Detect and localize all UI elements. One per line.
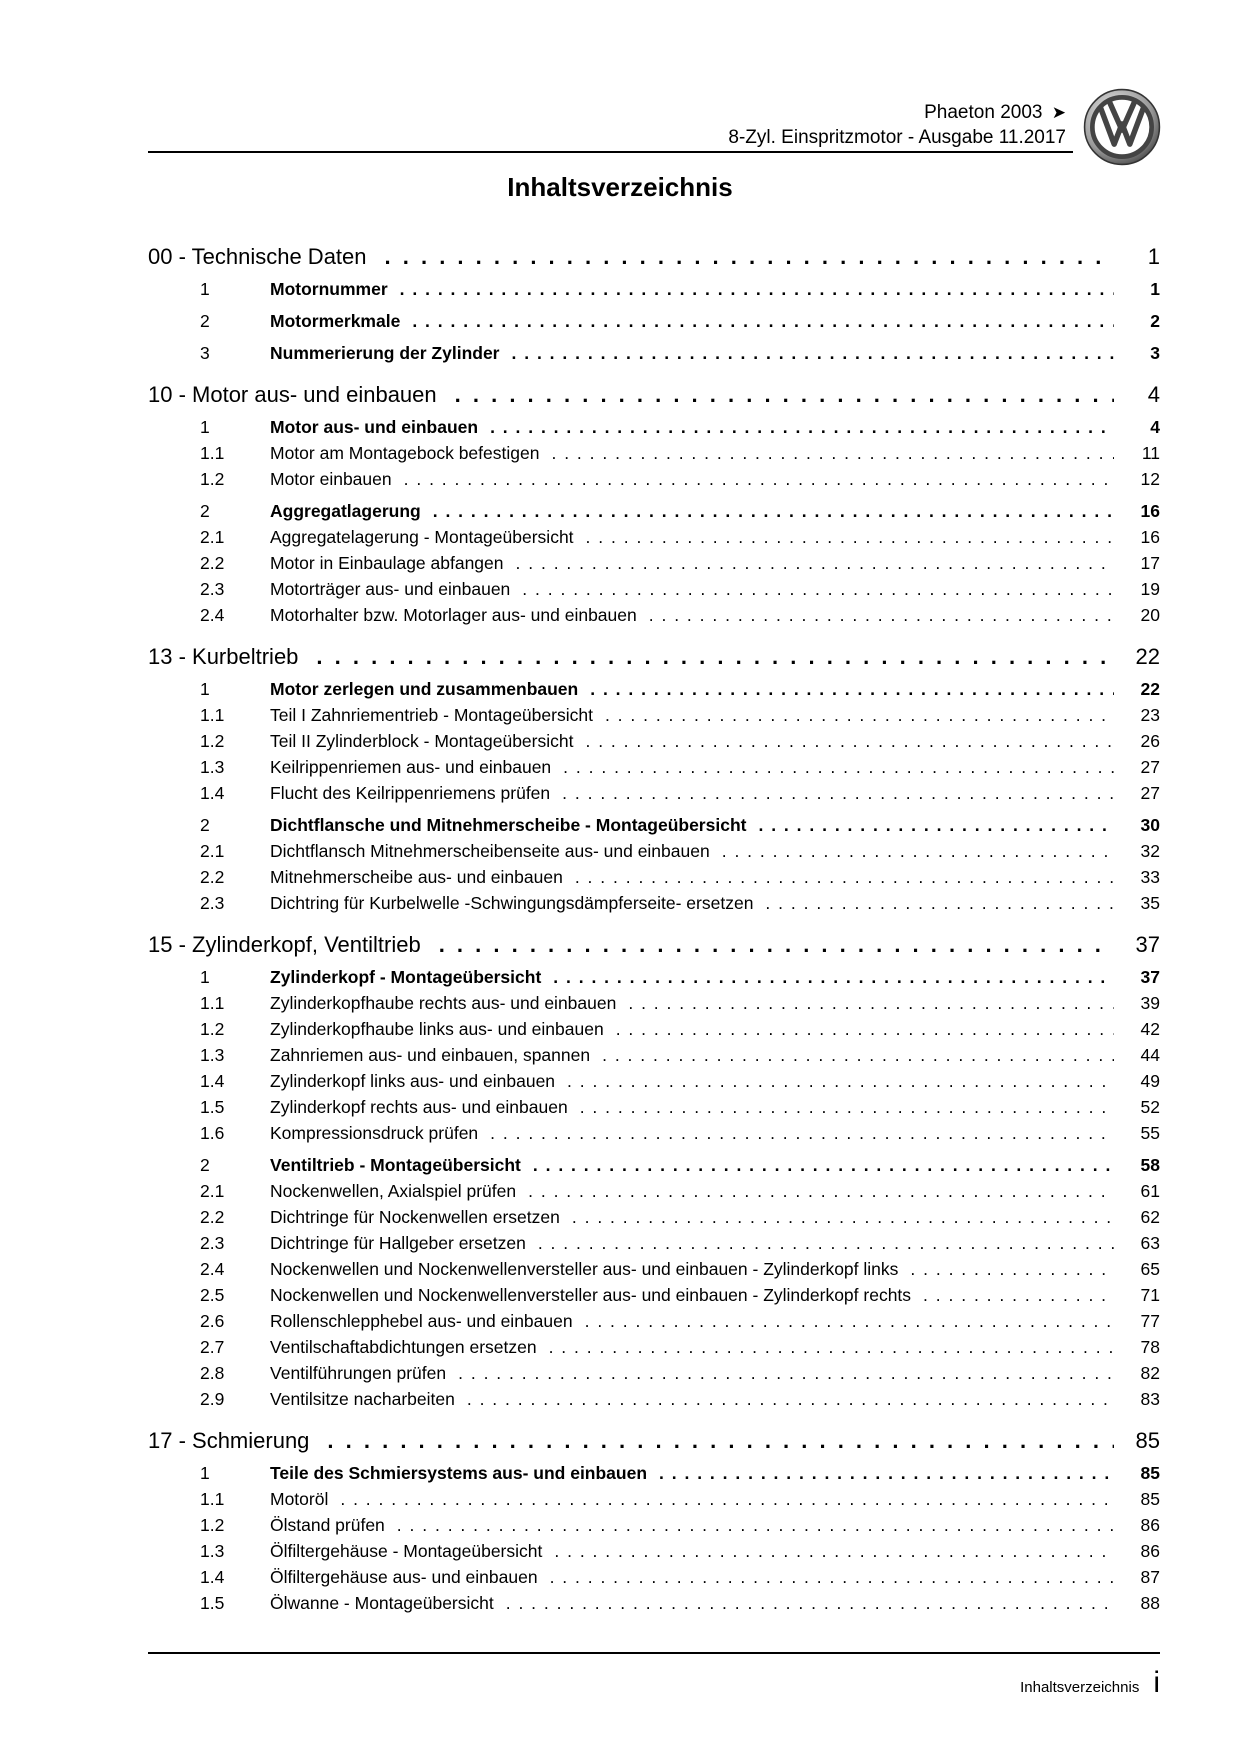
toc-entry-title: Nockenwellen und Nockenwellenversteller aus- und einbauen - Zylinderkopf rechts	[270, 1284, 912, 1305]
toc-leader	[467, 1389, 1114, 1410]
toc-page-number: 49	[1140, 1070, 1160, 1091]
toc-page-number: 12	[1140, 468, 1160, 489]
toc-leader	[506, 1593, 1114, 1614]
toc-entry-number: 1.4	[200, 782, 225, 803]
toc-leader	[722, 841, 1114, 862]
toc-entry-title: Aggregatelagerung - Montageübersicht	[270, 526, 574, 547]
toc-leader	[439, 932, 1114, 958]
toc-entry-title: Motorträger aus- und einbauen	[270, 578, 511, 599]
toc-entry-title: Dichtringe für Hallgeber ersetzen	[270, 1232, 526, 1253]
toc-entry-title: Dichtring für Kurbelwelle -Schwingungsdämpferseite- ersetzen	[270, 892, 754, 913]
toc-section-row[interactable]	[148, 812, 1160, 838]
toc-entry-number: 2.3	[200, 1232, 225, 1253]
toc-page-number: 83	[1140, 1388, 1160, 1409]
toc-entry-title: Motorhalter bzw. Motorlager aus- und einbauen	[270, 604, 637, 625]
toc-leader	[628, 993, 1114, 1014]
toc-section-row[interactable]	[148, 676, 1160, 702]
toc-subsection-row[interactable]	[148, 780, 1160, 806]
toc-entry-number: 2.9	[200, 1388, 225, 1409]
toc-entry-title: Zylinderkopf - Montageübersicht	[270, 966, 542, 987]
toc-subsection-row[interactable]	[148, 1512, 1160, 1538]
toc-page-number: 62	[1140, 1206, 1160, 1227]
toc-entry-title: Kompressionsdruck prüfen	[270, 1122, 479, 1143]
toc-leader	[533, 1155, 1114, 1176]
toc-entry-title: Motor aus- und einbauen	[270, 416, 479, 437]
toc-section-row[interactable]	[148, 1460, 1160, 1486]
toc-page-number: 88	[1140, 1592, 1160, 1613]
toc-subsection-row[interactable]	[148, 1016, 1160, 1042]
toc-entry-number: 2	[200, 310, 210, 331]
toc-leader	[400, 279, 1114, 300]
toc-entry-title: Ventilschaftabdichtungen ersetzen	[270, 1336, 537, 1357]
toc-leader	[340, 1489, 1114, 1510]
toc-subsection-row[interactable]	[148, 550, 1160, 576]
toc-page-number: 27	[1140, 756, 1160, 777]
toc-subsection-row[interactable]	[148, 1360, 1160, 1386]
toc-page-number: 16	[1140, 500, 1160, 521]
toc-page-number: 1	[1150, 278, 1160, 299]
toc-leader	[590, 679, 1114, 700]
toc-leader	[327, 1428, 1114, 1454]
toc-chapter-title: 13 - Kurbeltrieb	[148, 644, 299, 669]
toc-leader	[516, 553, 1114, 574]
toc-page-number: 65	[1140, 1258, 1160, 1279]
arrow-right-icon: ➤	[1051, 103, 1066, 122]
toc-entry-number: 1.1	[200, 442, 225, 463]
toc-leader	[404, 469, 1114, 490]
toc-entry-title: Flucht des Keilrippenriemens prüfen	[270, 782, 551, 803]
toc-page-number: 32	[1140, 840, 1160, 861]
toc-leader	[433, 501, 1114, 522]
toc-entry-number: 1	[200, 678, 210, 699]
toc-entry-title: Aggregatlagerung	[270, 500, 421, 521]
toc-page-number: 19	[1140, 578, 1160, 599]
toc-leader	[605, 705, 1114, 726]
page-title: Inhaltsverzeichnis	[507, 172, 733, 202]
toc-chapter-row[interactable]	[148, 376, 1160, 414]
toc-leader	[580, 1097, 1114, 1118]
toc-page-number: 61	[1140, 1180, 1160, 1201]
toc-entry-title: Nockenwellen und Nockenwellenversteller aus- und einbauen - Zylinderkopf links	[270, 1258, 899, 1279]
header-subtitle: 8-Zyl. Einspritzmotor - Ausgabe 11.2017	[728, 127, 1066, 148]
toc-entry-number: 3	[200, 342, 210, 363]
toc-page-number: 78	[1140, 1336, 1160, 1357]
toc-section-row[interactable]	[148, 308, 1160, 334]
toc-leader	[397, 1515, 1114, 1536]
toc-entry-number: 1.6	[200, 1122, 225, 1143]
toc-page-number: 37	[1135, 932, 1160, 957]
toc-subsection-row[interactable]	[148, 1256, 1160, 1282]
table-of-contents	[148, 238, 1160, 1626]
toc-leader	[455, 382, 1114, 408]
toc-section-row[interactable]	[148, 498, 1160, 524]
toc-page-number: 71	[1140, 1284, 1160, 1305]
toc-page-number: 27	[1140, 782, 1160, 803]
toc-chapter-row[interactable]	[148, 926, 1160, 964]
toc-subsection-row[interactable]	[148, 990, 1160, 1016]
toc-page-number: 85	[1140, 1462, 1160, 1483]
toc-page-number: 23	[1140, 704, 1160, 725]
toc-entry-number: 2	[200, 814, 210, 835]
toc-leader	[765, 893, 1114, 914]
toc-subsection-row[interactable]	[148, 1538, 1160, 1564]
toc-page-number: 2	[1150, 310, 1160, 331]
toc-subsection-row[interactable]	[148, 1486, 1160, 1512]
toc-entry-title: Nummerierung der Zylinder	[270, 342, 500, 363]
toc-section-row[interactable]	[148, 340, 1160, 366]
toc-entry-number: 2.2	[200, 552, 225, 573]
toc-entry-number: 2	[200, 500, 210, 521]
toc-leader	[522, 579, 1114, 600]
toc-leader	[316, 644, 1114, 670]
toc-leader	[602, 1045, 1114, 1066]
footer-page-number: i	[1153, 1666, 1160, 1699]
toc-entry-number: 2.2	[200, 1206, 225, 1227]
toc-leader	[412, 311, 1114, 332]
toc-entry-number: 1.2	[200, 1018, 225, 1039]
toc-subsection-row[interactable]	[148, 524, 1160, 550]
toc-entry-number: 1.5	[200, 1592, 225, 1613]
toc-entry-title: Teile des Schmiersystems aus- und einbauen	[270, 1462, 648, 1483]
toc-page-number: 55	[1140, 1122, 1160, 1143]
toc-entry-number: 1.2	[200, 468, 225, 489]
toc-entry-number: 1.2	[200, 730, 225, 751]
toc-leader	[616, 1019, 1114, 1040]
toc-page-number: 63	[1140, 1232, 1160, 1253]
toc-entry-number: 1.3	[200, 756, 225, 777]
toc-entry-title: Motor zerlegen und zusammenbauen	[270, 678, 579, 699]
toc-leader	[553, 967, 1114, 988]
toc-entry-number: 1.4	[200, 1070, 225, 1091]
toc-page-number: 16	[1140, 526, 1160, 547]
toc-page-number: 85	[1140, 1488, 1160, 1509]
toc-page-number: 87	[1140, 1566, 1160, 1587]
toc-entry-number: 2	[200, 1154, 210, 1175]
toc-chapter-title: 00 - Technische Daten	[148, 244, 367, 269]
toc-entry-title: Ventilführungen prüfen	[270, 1362, 447, 1383]
toc-chapter	[148, 638, 1160, 916]
toc-entry-number: 2.5	[200, 1284, 225, 1305]
toc-page-number: 30	[1140, 814, 1160, 835]
toc-page-number: 22	[1135, 644, 1160, 669]
toc-page-number: 22	[1140, 678, 1160, 699]
toc-entry-number: 1	[200, 278, 210, 299]
toc-subsection-row[interactable]	[148, 754, 1160, 780]
toc-entry-title: Ölstand prüfen	[270, 1514, 385, 1535]
toc-leader	[586, 527, 1114, 548]
toc-subsection-row[interactable]	[148, 1068, 1160, 1094]
toc-entry-title: Teil I Zahnriementrieb - Montageübersicht	[270, 704, 593, 725]
toc-entry-title: Motoröl	[270, 1488, 329, 1509]
toc-leader	[512, 343, 1115, 364]
toc-subsection-row[interactable]	[148, 466, 1160, 492]
toc-section-row[interactable]	[148, 414, 1160, 440]
toc-subsection-row[interactable]	[148, 1564, 1160, 1590]
vw-logo-icon	[1083, 88, 1161, 166]
toc-page-number: 3	[1150, 342, 1160, 363]
toc-leader	[562, 783, 1114, 804]
toc-entry-number: 1	[200, 966, 210, 987]
toc-leader	[554, 1541, 1114, 1562]
toc-chapter-title: 15 - Zylinderkopf, Ventiltrieb	[148, 932, 421, 957]
toc-page-number: 52	[1140, 1096, 1160, 1117]
toc-page-number: 11	[1141, 442, 1160, 463]
toc-leader	[758, 815, 1114, 836]
toc-entry-title: Mitnehmerscheibe aus- und einbauen	[270, 866, 563, 887]
toc-subsection-row[interactable]	[148, 1042, 1160, 1068]
toc-entry-number: 2.3	[200, 892, 225, 913]
page-footer	[1020, 1668, 1160, 1698]
toc-chapter	[148, 1422, 1160, 1616]
toc-page-number: 82	[1140, 1362, 1160, 1383]
toc-section-row[interactable]	[148, 964, 1160, 990]
toc-subsection-row[interactable]	[148, 602, 1160, 628]
toc-entry-title: Teil II Zylinderblock - Montageübersicht	[270, 730, 574, 751]
toc-page-number: 17	[1140, 552, 1160, 573]
toc-entry-number: 2.7	[200, 1336, 225, 1357]
toc-page-number: 33	[1140, 866, 1160, 887]
toc-page-number: 35	[1140, 892, 1160, 913]
toc-subsection-row[interactable]	[148, 1334, 1160, 1360]
toc-subsection-row[interactable]	[148, 1308, 1160, 1334]
toc-chapter-row[interactable]	[148, 638, 1160, 676]
page-header	[148, 88, 1160, 178]
toc-entry-title: Zylinderkopfhaube links aus- und einbauen	[270, 1018, 604, 1039]
toc-entry-title: Zylinderkopf rechts aus- und einbauen	[270, 1096, 568, 1117]
toc-chapter	[148, 376, 1160, 628]
toc-leader	[923, 1285, 1114, 1306]
toc-subsection-row[interactable]	[148, 1230, 1160, 1256]
toc-subsection-row[interactable]	[148, 728, 1160, 754]
toc-entry-title: Ölfiltergehäuse - Montageübersicht	[270, 1540, 543, 1561]
header-model-line	[924, 102, 1066, 124]
toc-leader	[567, 1071, 1114, 1092]
toc-entry-title: Motornummer	[270, 278, 388, 299]
toc-leader	[549, 1337, 1114, 1358]
toc-entry-title: Zylinderkopfhaube rechts aus- und einbauen	[270, 992, 617, 1013]
toc-entry-title: Motor in Einbaulage abfangen	[270, 552, 504, 573]
header-rule	[148, 151, 1073, 153]
toc-entry-number: 2.3	[200, 578, 225, 599]
toc-entry-title: Motor am Montagebock befestigen	[270, 442, 540, 463]
toc-entry-number: 1.1	[200, 704, 225, 725]
toc-chapter	[148, 926, 1160, 1412]
toc-leader	[659, 1463, 1114, 1484]
toc-chapter-title: 10 - Motor aus- und einbauen	[148, 382, 437, 407]
toc-page-number: 42	[1140, 1018, 1160, 1039]
toc-entry-title: Dichtflansch Mitnehmerscheibenseite aus- und einbauen	[270, 840, 710, 861]
toc-leader	[538, 1233, 1114, 1254]
toc-entry-number: 1.3	[200, 1044, 225, 1065]
toc-leader	[550, 1567, 1114, 1588]
toc-subsection-row[interactable]	[148, 838, 1160, 864]
toc-leader	[458, 1363, 1114, 1384]
toc-page-number: 86	[1140, 1514, 1160, 1535]
toc-subsection-row[interactable]	[148, 1120, 1160, 1146]
toc-page-number: 44	[1140, 1044, 1160, 1065]
toc-entry-title: Dichtflansche und Mitnehmerscheibe - Montageübersicht	[270, 814, 747, 835]
toc-page-number: 4	[1150, 416, 1160, 437]
toc-entry-number: 2.1	[200, 1180, 225, 1201]
toc-page-number: 4	[1147, 382, 1160, 407]
toc-entry-title: Dichtringe für Nockenwellen ersetzen	[270, 1206, 560, 1227]
toc-leader	[385, 244, 1114, 270]
toc-page-number: 20	[1140, 604, 1160, 625]
toc-entry-number: 1.1	[200, 992, 225, 1013]
toc-entry-number: 2.1	[200, 526, 225, 547]
toc-page-number: 58	[1140, 1154, 1160, 1175]
toc-entry-number: 2.2	[200, 866, 225, 887]
toc-page-number: 86	[1140, 1540, 1160, 1561]
toc-entry-number: 1.2	[200, 1514, 225, 1535]
toc-entry-number: 2.8	[200, 1362, 225, 1383]
toc-page-number: 39	[1140, 992, 1160, 1013]
toc-subsection-row[interactable]	[148, 576, 1160, 602]
toc-subsection-row[interactable]	[148, 1590, 1160, 1616]
toc-entry-title: Ventilsitze nacharbeiten	[270, 1388, 455, 1409]
toc-leader	[490, 1123, 1114, 1144]
toc-entry-number: 2.4	[200, 1258, 225, 1279]
toc-chapter-row[interactable]	[148, 1422, 1160, 1460]
toc-section-row[interactable]	[148, 276, 1160, 302]
toc-subsection-row[interactable]	[148, 1282, 1160, 1308]
toc-entry-title: Zahnriemen aus- und einbauen, spannen	[270, 1044, 591, 1065]
toc-subsection-row[interactable]	[148, 1178, 1160, 1204]
toc-entry-title: Zylinderkopf links aus- und einbauen	[270, 1070, 556, 1091]
toc-entry-title: Rollenschlepphebel aus- und einbauen	[270, 1310, 573, 1331]
toc-leader	[551, 443, 1114, 464]
toc-subsection-row[interactable]	[148, 702, 1160, 728]
toc-entry-title: Ölwanne - Montageübersicht	[270, 1592, 494, 1613]
toc-leader	[585, 731, 1114, 752]
toc-leader	[649, 605, 1114, 626]
toc-leader	[572, 1207, 1114, 1228]
footer-label: Inhaltsverzeichnis	[1020, 1679, 1140, 1696]
toc-leader	[563, 757, 1114, 778]
toc-subsection-row[interactable]	[148, 1204, 1160, 1230]
toc-subsection-row[interactable]	[148, 1094, 1160, 1120]
toc-entry-number: 1	[200, 416, 210, 437]
toc-entry-number: 1	[200, 1462, 210, 1483]
toc-page-number: 1	[1147, 244, 1160, 269]
toc-leader	[585, 1311, 1114, 1332]
toc-subsection-row[interactable]	[148, 864, 1160, 890]
toc-section-row[interactable]	[148, 1152, 1160, 1178]
toc-entry-title: Motor einbauen	[270, 468, 392, 489]
toc-entry-title: Ölfiltergehäuse aus- und einbauen	[270, 1566, 538, 1587]
toc-entry-number: 2.6	[200, 1310, 225, 1331]
toc-chapter	[148, 238, 1160, 366]
toc-chapter-row[interactable]	[148, 238, 1160, 276]
toc-entry-title: Keilrippenriemen aus- und einbauen	[270, 756, 552, 777]
toc-entry-number: 1.1	[200, 1488, 225, 1509]
toc-entry-number: 1.3	[200, 1540, 225, 1561]
toc-entry-number: 2.1	[200, 840, 225, 861]
toc-leader	[528, 1181, 1114, 1202]
toc-page-number: 77	[1140, 1310, 1160, 1331]
toc-leader	[910, 1259, 1114, 1280]
toc-leader	[490, 417, 1114, 438]
toc-subsection-row[interactable]	[148, 440, 1160, 466]
toc-entry-title: Ventiltrieb - Montageübersicht	[270, 1154, 521, 1175]
toc-chapter-title: 17 - Schmierung	[148, 1428, 310, 1453]
toc-page-number: 37	[1140, 966, 1160, 987]
toc-page-number: 26	[1140, 730, 1160, 751]
toc-leader	[575, 867, 1114, 888]
toc-entry-number: 1.4	[200, 1566, 225, 1587]
toc-page-number: 85	[1135, 1428, 1160, 1453]
footer-rule	[148, 1652, 1160, 1654]
toc-entry-title: Motormerkmale	[270, 310, 401, 331]
toc-entry-title: Nockenwellen, Axialspiel prüfen	[270, 1180, 517, 1201]
toc-subsection-row[interactable]	[148, 1386, 1160, 1412]
toc-entry-number: 1.5	[200, 1096, 225, 1117]
header-model: Phaeton 2003	[924, 102, 1043, 123]
toc-subsection-row[interactable]	[148, 890, 1160, 916]
toc-entry-number: 2.4	[200, 604, 225, 625]
